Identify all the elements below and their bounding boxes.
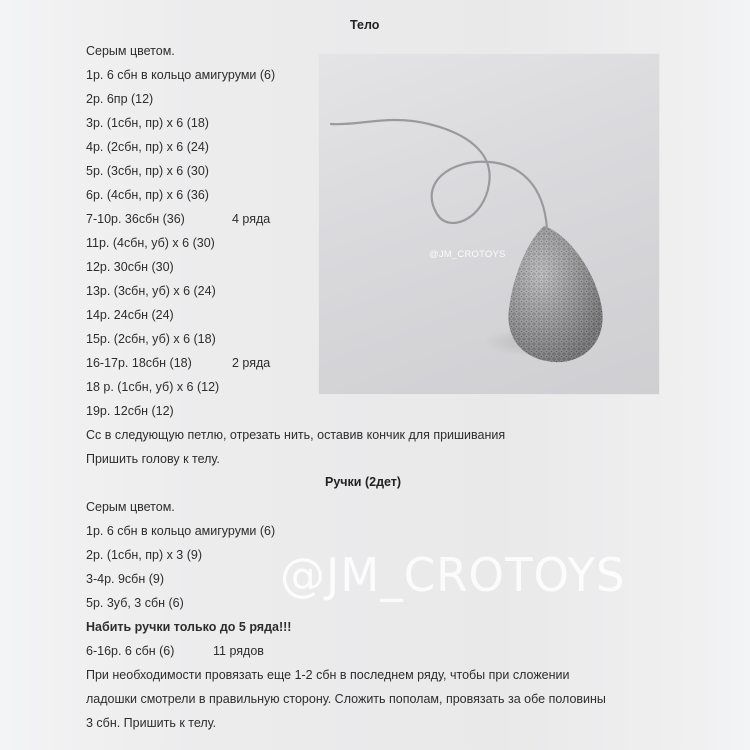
body-note-rows-7-10: 4 ряда — [232, 212, 271, 226]
body-line: 18 р. (1сбн, уб) х 6 (12) — [86, 380, 220, 394]
section-title-hands: Ручки (2дет) — [325, 475, 402, 489]
body-line: 6р. (4сбн, пр) х 6 (36) — [86, 188, 209, 202]
hands-line: Серым цветом. — [86, 500, 175, 514]
body-line: Серым цветом. — [86, 44, 175, 58]
body-line: 2р. 6пр (12) — [86, 92, 154, 106]
hands-line: 1р. 6 сбн в кольцо амигуруми (6) — [86, 524, 276, 538]
body-line: 14р. 24сбн (24) — [86, 308, 174, 322]
hands-line: 3 сбн. Пришить к телу. — [86, 716, 217, 730]
yarn-tail — [331, 120, 547, 229]
body-line: Сс в следующую петлю, отрезать нить, оставив кончик для пришивания — [86, 428, 506, 442]
crochet-body-illustration — [319, 54, 661, 396]
body-line: Пришить голову к телу. — [86, 452, 220, 466]
body-line: 19р. 12сбн (12) — [86, 404, 174, 418]
hands-line: 5р. 3уб, 3 сбн (6) — [86, 596, 184, 610]
crochet-body-photo — [318, 53, 660, 395]
hands-line: 6-16р. 6 сбн (6) — [86, 644, 175, 658]
body-line: 3р. (1сбн, пр) х 6 (18) — [86, 116, 209, 130]
body-line: 15р. (2сбн, уб) х 6 (18) — [86, 332, 216, 346]
hands-line: При необходимости провязать еще 1-2 сбн в последнем ряду, чтобы при сложении — [86, 668, 570, 682]
section-title-body: Тело — [350, 18, 380, 32]
body-line: 11р. (4сбн, уб) х 6 (30) — [86, 236, 215, 250]
body-line: 5р. (3сбн, пр) х 6 (30) — [86, 164, 209, 178]
body-line: 7-10р. 36сбн (36) — [86, 212, 185, 226]
body-line: 1р. 6 сбн в кольцо амигуруми (6) — [86, 68, 276, 82]
body-line: 13р. (3сбн, уб) х 6 (24) — [86, 284, 216, 298]
hands-line: 3-4р. 9сбн (9) — [86, 572, 164, 586]
hands-note-rows-6-16: 11 рядов — [213, 644, 264, 658]
body-line: 12р. 30сбн (30) — [86, 260, 174, 274]
photo-watermark: @JM_CROTOYS — [429, 249, 506, 260]
watermark-text: @JM_CROTOYS — [280, 548, 626, 602]
body-note-rows-16-17: 2 ряда — [232, 356, 271, 370]
hands-line: ладошки смотрели в правильную сторону. Сложить пополам, провязать за обе половины — [86, 692, 606, 706]
hands-line: 2р. (1сбн, пр) х 3 (9) — [86, 548, 203, 562]
hands-stuffing-warning: Набить ручки только до 5 ряда!!! — [86, 620, 292, 634]
body-line: 16-17р. 18сбн (18) — [86, 356, 192, 370]
body-line: 4р. (2сбн, пр) х 6 (24) — [86, 140, 209, 154]
